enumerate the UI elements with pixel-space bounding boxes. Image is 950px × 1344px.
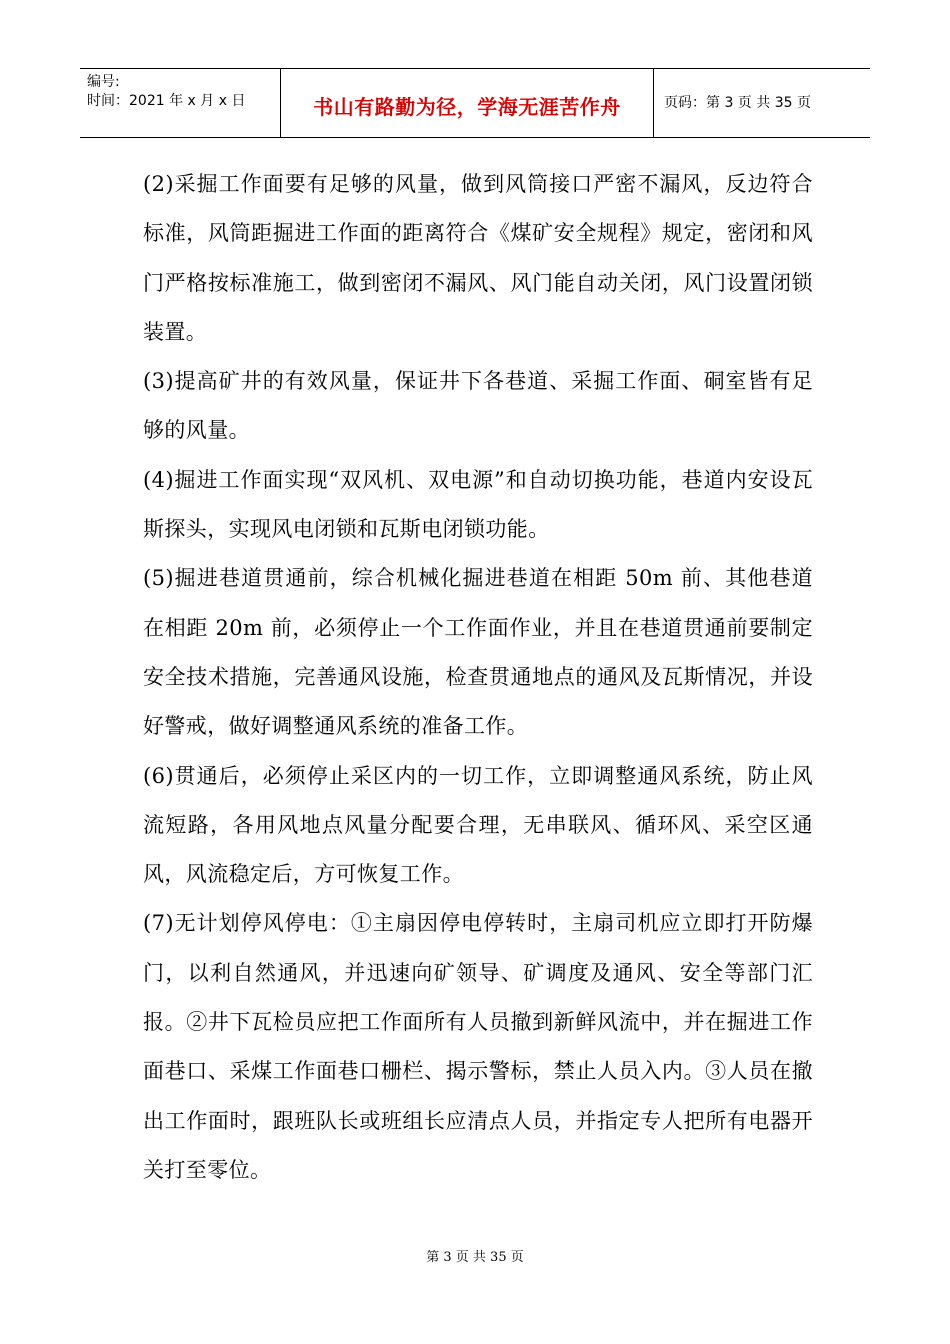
- header-middle-cell: [281, 69, 654, 137]
- document-date: 时间：2021 年 x 月 x 日: [87, 93, 246, 109]
- paragraph-item-7: (7)无计划停风停电：①主扇因停电停转时，主扇司机应立即打开防爆门，以利自然通风，并迅速向矿领导、矿调度及通风、安全等部门汇报。②井下瓦检员应把工作面所有人员撤到新鲜风流中，并在掘进工作面巷口、采煤工作面巷口栅栏、揭示警标，禁止人员入内。③人员在撤出工作面时，跟班队长或班组长应清点人员，并指定专人把所有电器开关打至零位。: [143, 911, 813, 1182]
- header-left-cell: [80, 69, 281, 137]
- paragraph-item-3: (3)提高矿井的有效风量，保证井下各巷道、采掘工作面、硐室皆有足够的风量。: [143, 369, 813, 443]
- header-motto: 书山有路勤为径，学海无涯苦作舟: [313, 95, 621, 119]
- header-page-info: 页码：第 3 页 共 35 页: [664, 95, 811, 111]
- document-header: [80, 68, 870, 138]
- paragraph-item-5: (5)掘进巷道贯通前，综合机械化掘进巷道在相距 50m 前、其他巷道在相距 20m 前，必须停止一个工作面作业，并且在巷道贯通前要制定安全技术措施，完善通风设施，检查贯通地点的通风及瓦斯情况，并设好警戒，做好调整通风系统的准备工作。: [143, 566, 813, 739]
- header-right-cell: [654, 69, 870, 137]
- document-code-label: 编号:: [87, 74, 120, 90]
- document-body: [143, 160, 813, 1195]
- paragraph-item-6: (6)贯通后，必须停止采区内的一切工作，立即调整通风系统，防止风流短路，各用风地点风量分配要合理，无串联风、循环风、采空区通风，风流稳定后，方可恢复工作。: [143, 763, 813, 887]
- page-footer: 第 3 页 共 35 页: [426, 1250, 524, 1265]
- paragraph-item-2: (2)采掘工作面要有足够的风量，做到风筒接口严密不漏风，反边符合标准，风筒距掘进工作面的距离符合《煤矿安全规程》规定，密闭和风门严格按标准施工，做到密闭不漏风、风门能自动关闭，风门设置闭锁装置。: [143, 172, 813, 344]
- paragraph-item-4: (4)掘进工作面实现“双风机、双电源”和自动切换功能，巷道内安设瓦斯探头，实现风电闭锁和瓦斯电闭锁功能。: [143, 467, 813, 542]
